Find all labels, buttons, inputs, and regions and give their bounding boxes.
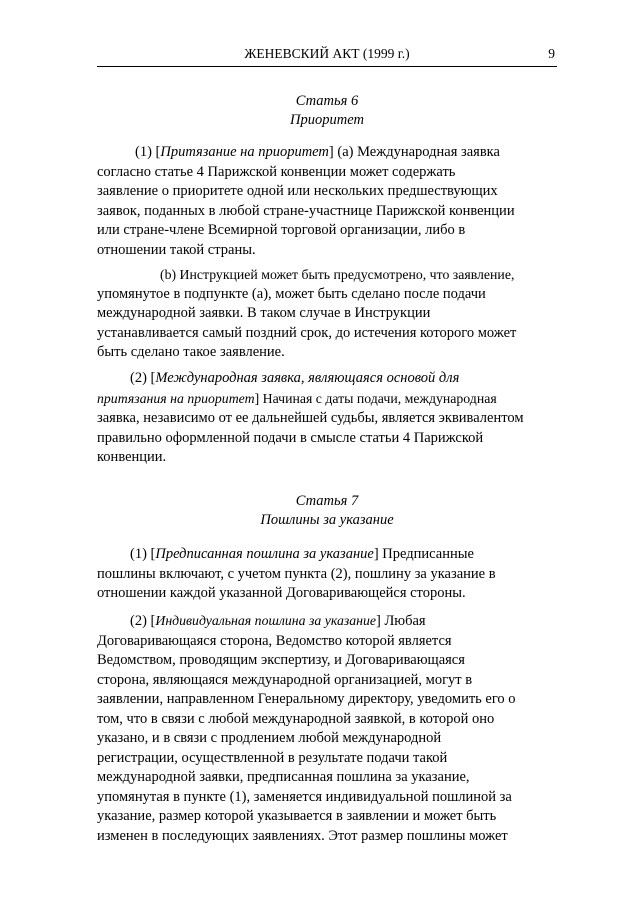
paragraph-first-line: (1) [Притязание на приоритет] (a) Международная заявка xyxy=(135,144,500,160)
text-line: отношении каждой указанной Договаривающейся стороны. xyxy=(97,585,466,601)
running-header xyxy=(97,44,557,67)
article-6-number: Статья 6 xyxy=(295,93,359,109)
article-6-paragraph-1 xyxy=(97,143,557,260)
text-line: или стране-члене Всемирной торговой организации, либо в xyxy=(97,222,466,238)
article-7-paragraph-1 xyxy=(97,545,557,604)
paragraph-first-line: (1) [Предписанная пошлина за указание] Предписанные xyxy=(130,546,474,562)
text-line: международной заявки, предписанная пошлина за указание, xyxy=(97,769,470,785)
paragraph-heading: Притязание на приоритет xyxy=(160,144,329,160)
text-line: заявлении, направленном Генеральному директору, уведомить его о xyxy=(97,691,516,707)
paragraph-heading: Индивидуальная пошлина за указание xyxy=(155,613,376,628)
text-line: заявок, поданных в любой стране-участнице Парижской конвенции xyxy=(97,202,515,219)
text-line: упомянутая в пункте (1), заменяется индивидуальной пошлиной за xyxy=(97,788,512,805)
paragraph-heading: Международная заявка, являющаяся основой для xyxy=(155,370,460,386)
text-line: пошлины включают, с учетом пункта (2), пошлину за указание в xyxy=(97,565,496,582)
text-line: международной заявки. В таком случае в Инструкции xyxy=(97,305,431,321)
text-line: быть сделано такое заявление. xyxy=(97,344,285,360)
text-line: регистрации, осуществленной в результате подачи такой xyxy=(97,749,448,766)
paragraph-first-line: (b) Инструкцией может быть предусмотрено, что заявление, xyxy=(160,267,515,282)
text-line: Договаривающаяся сторона, Ведомство которой является xyxy=(97,632,452,649)
article-7-paragraph-2 xyxy=(97,611,557,846)
paragraph-first-line: (2) [Международная заявка, являющаяся основой для xyxy=(130,370,460,386)
text-line: изменен в последующих заявлениях. Этот размер пошлины может xyxy=(97,827,508,844)
page-number: 9 xyxy=(548,46,555,61)
paragraph-heading: притязания на приоритет xyxy=(97,390,255,406)
text-line: указание, размер которой указывается в заявлении и может быть xyxy=(97,808,497,824)
paragraph-first-line: (2) [Индивидуальная пошлина за указание] Любая xyxy=(130,613,426,629)
article-6-paragraph-1b xyxy=(97,265,557,363)
text-line: сторона, являющаяся международной организацией, могут в xyxy=(97,671,473,688)
text-line: правильно оформленной подачи в смысле статьи 4 Парижской xyxy=(97,429,484,446)
article-6-paragraph-2 xyxy=(97,369,557,468)
text-line: указано, и в связи с продлением любой международной xyxy=(97,730,442,746)
header-title: ЖЕНЕВСКИЙ АКТ (1999 г.) xyxy=(244,46,410,61)
text-line: упомянутое в подпункте (a), может быть сделано после подачи xyxy=(97,285,486,302)
text-line: отношении такой страны. xyxy=(97,241,256,258)
article-6-title: Приоритет xyxy=(290,112,364,128)
text-line: конвенции. xyxy=(97,449,167,465)
article-7-number: Статья 7 xyxy=(295,493,359,509)
text-line: том, что в связи с любой международной заявкой, в которой оно xyxy=(97,710,495,727)
text-line: согласно статье 4 Парижской конвенции может содержать xyxy=(97,163,456,180)
paragraph-heading: Предписанная пошлина за указание xyxy=(155,546,374,562)
text-line: устанавливается самый поздний срок, до истечения которого может xyxy=(97,324,517,341)
text-line: притязания на приоритет] Начиная с даты подачи, международная xyxy=(97,390,497,406)
text-line: заявление о приоритете одной или нескольких предшествующих xyxy=(97,183,498,199)
article-7-title: Пошлины за указание xyxy=(260,512,394,528)
text-line: заявка, независимо от ее дальнейшей судьбы, является эквивалентом xyxy=(97,410,524,426)
text-line: Ведомством, проводящим экспертизу, и Договаривающаяся xyxy=(97,652,465,668)
